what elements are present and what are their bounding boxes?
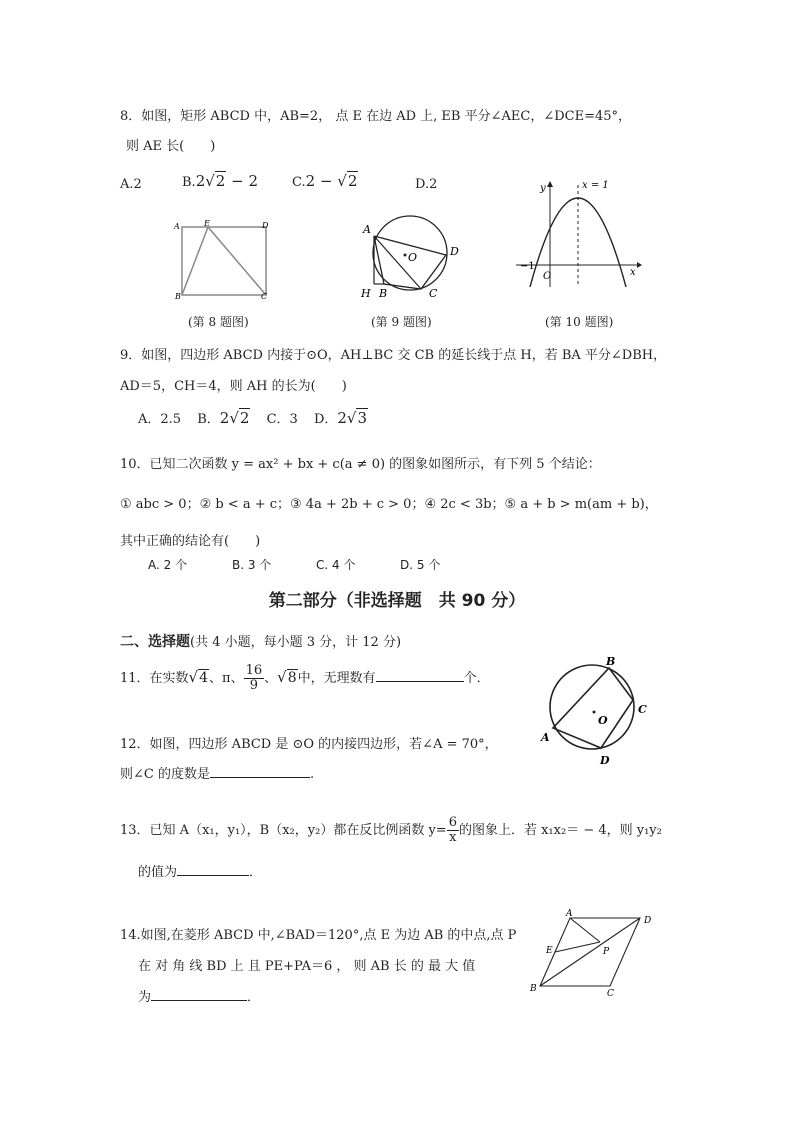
q14-figure (526, 906, 658, 998)
q11-radicand-1: 4 (199, 670, 209, 686)
q10-options (148, 556, 440, 573)
q10-caption: (第 10 题图) (545, 315, 614, 329)
q10-label-y: y (540, 183, 546, 194)
q14-label-c: C (607, 989, 614, 998)
q9-label-a: A (363, 223, 371, 236)
q9-stem-line1: 9．如图，四边形 ABCD 内接于⊙O，AH⊥BC 交 CB 的延长线于点 H，若 BA 平分∠DBH， (120, 348, 667, 363)
q10-option-d: D. 5 个 (400, 558, 441, 572)
q11-radicand-2: 8 (287, 670, 297, 686)
q10-figure (512, 175, 642, 290)
q8-option-a: A.2 (120, 177, 142, 192)
q8-option-c-label: C. (292, 175, 306, 190)
q10-y-arrow (547, 181, 553, 187)
q8-figure (170, 215, 280, 305)
q13-line2-prefix: 的值为 (138, 865, 178, 880)
q14-segment-pe (555, 942, 600, 952)
q14-label-b: B (530, 984, 537, 994)
q12-label-a: A (541, 731, 550, 744)
q10-conclusions: ① abc > 0；② b < a + c；③ 4a + 2b + c > 0；④ 2c < 3b；⑤ a + b > m(am + b)， (120, 497, 658, 512)
q10-label-origin: O (543, 271, 552, 282)
q13-line2-suffix: ． (249, 865, 263, 880)
q8-option-c-lead: 2 − (305, 172, 338, 190)
q9-option-b-label: B． (197, 412, 220, 427)
q14-label-d: D (644, 916, 652, 926)
q11-suffix: 个． (463, 671, 490, 686)
q13-frac-num: 6 (448, 815, 457, 831)
q9-figure (355, 205, 465, 305)
q10-label-minus1: −1 (520, 261, 535, 272)
q8-option-b-label: B. (182, 175, 196, 190)
q8-option-c: C.2 − √2 (292, 172, 358, 190)
q13-stem-line2 (138, 861, 262, 880)
q9-option-b-coef: 2 (219, 409, 230, 427)
q10-label-x: x (630, 267, 636, 278)
q12-label-c: C (638, 703, 647, 716)
q9-option-d-label: D． (313, 412, 338, 427)
q10-option-a: A. 2 个 (148, 558, 188, 572)
q14-label-p: P (603, 947, 610, 957)
q14-answer-blank[interactable] (151, 999, 247, 1001)
q14-stem-line1: 14.如图,在菱形 ABCD 中,∠BAD＝120°,点 E 为边 AB 的中点,点 P (120, 928, 517, 943)
q11-fraction (244, 664, 265, 692)
q12-circle (550, 665, 634, 749)
q13-prefix: 13．已知 A（x₁，y₁），B（x₂，y₂）都在反比例函数 y= (120, 823, 447, 838)
q8-label-a: A (174, 222, 180, 231)
q8-stem-line2: 则 AE 长( ) (126, 139, 216, 154)
q12-label-b: B (606, 655, 616, 668)
q8-label-e: E (204, 219, 210, 228)
q11-sep-2: 、 (264, 671, 278, 686)
q10-stem-line1: 10．已知二次函数 y = ax² + bx + c(a ≠ 0) 的图象如图所示，有下列 5 个结论： (120, 457, 601, 472)
q13-frac-den: x (449, 830, 457, 845)
q11-mid: 中，无理数有 (297, 671, 376, 686)
q14-stem-line2: 在 对 角 线 BD 上 且 PE+PA＝6 ， 则 AB 长 的 最 大 值 (138, 959, 476, 974)
q8-caption: (第 8 题图) (188, 315, 249, 329)
q9-option-c: C．3 (266, 412, 298, 427)
q10-x-arrow (637, 262, 642, 268)
q13-stem-line1 (120, 814, 662, 848)
q12-stem-line1: 12．如图，四边形 ABCD 是 ⊙O 的内接四边形，若∠A = 70°， (120, 737, 498, 752)
q12-label-o: O (598, 714, 608, 727)
q9-label-b: B (379, 287, 388, 300)
q14-label-a: A (566, 909, 573, 919)
q10-option-b: B. 3 个 (232, 558, 272, 572)
q9-option-d-radicand: 3 (357, 409, 368, 427)
q9-stem-line2: AD＝5，CH＝4，则 AH 的长为( ) (120, 379, 347, 394)
q11-frac-den: 9 (249, 678, 258, 693)
q14-segment-pa (570, 918, 600, 942)
q14-stem-line3 (138, 986, 260, 1005)
section-heading (120, 631, 401, 651)
q11-sep-1: 、π、 (209, 671, 244, 686)
q10-option-c: C. 4 个 (316, 558, 356, 572)
q8-option-c-radicand: 2 (347, 172, 358, 190)
part2-title: 第二部分（非选择题 共 90 分） (268, 591, 526, 611)
q9-options: A．2.5 B．2√2 C．3 D．2√3 (138, 409, 368, 427)
q12-center-dot (593, 711, 596, 714)
q9-center-dot (404, 254, 407, 257)
q11-answer-blank[interactable] (376, 680, 464, 682)
q8-option-b: B.2√2 − 2 (182, 172, 258, 190)
q9-label-h: H (361, 287, 371, 300)
q11-prefix: 11．在实数 (120, 671, 189, 686)
q14-line3-suffix: ． (247, 990, 261, 1005)
q11-frac-num: 16 (245, 663, 263, 679)
q11-stem: 11．在实数√4、π、 $\frac{16}{9}$ 、√8中，无理数有 个． (120, 663, 490, 693)
q8-label-c: C (261, 292, 268, 301)
q13-tail: 的图象上．若 x₁x₂＝ − 4，则 y₁y₂ (458, 823, 662, 838)
section-title: 二、选择题 (120, 634, 190, 650)
q9-label-o: O (408, 251, 418, 264)
q9-option-a: A．2.5 (138, 412, 182, 427)
q14-line3-prefix: 为 (138, 990, 152, 1005)
section-note: (共 4 小题，每小题 3 分，计 12 分) (190, 635, 402, 650)
q14-label-e: E (546, 946, 553, 956)
q12-figure (535, 652, 660, 767)
q8-option-d: D.2 (415, 177, 438, 192)
q10-label-x1: x = 1 (582, 180, 609, 191)
q12-quadrilateral (553, 668, 633, 748)
q8-option-b-coef: 2 (195, 172, 206, 190)
q8-stem-line1: 8．如图，矩形 ABCD 中，AB=2， 点 E 在边 AD 上, EB 平分∠AEC，∠DCE=45°， (120, 109, 631, 124)
q8-label-d: D (262, 221, 269, 230)
q10-stem-line3: 其中正确的结论有( ) (120, 534, 261, 549)
q12-stem-line2 (120, 763, 314, 782)
q12-line2-suffix: . (309, 767, 315, 782)
q9-option-b-radicand: 2 (239, 409, 250, 427)
q9-caption: (第 9 题图) (371, 315, 432, 329)
q9-option-d-coef: 2 (337, 409, 347, 427)
q8-segment-eb (182, 227, 208, 295)
q13-answer-blank[interactable] (177, 874, 249, 876)
q12-line2-prefix: 则∠C 的度数是 (120, 767, 210, 782)
q12-answer-blank[interactable] (210, 776, 310, 778)
q8-segment-ec (208, 227, 266, 295)
q12-label-d: D (600, 754, 610, 767)
q8-option-b-tail: − 2 (226, 172, 258, 190)
q9-label-d: D (450, 245, 459, 258)
q8-label-b: B (175, 292, 181, 301)
q13-fraction (447, 816, 459, 844)
q9-label-c: C (429, 287, 438, 300)
q8-option-b-radicand: 2 (215, 172, 226, 190)
